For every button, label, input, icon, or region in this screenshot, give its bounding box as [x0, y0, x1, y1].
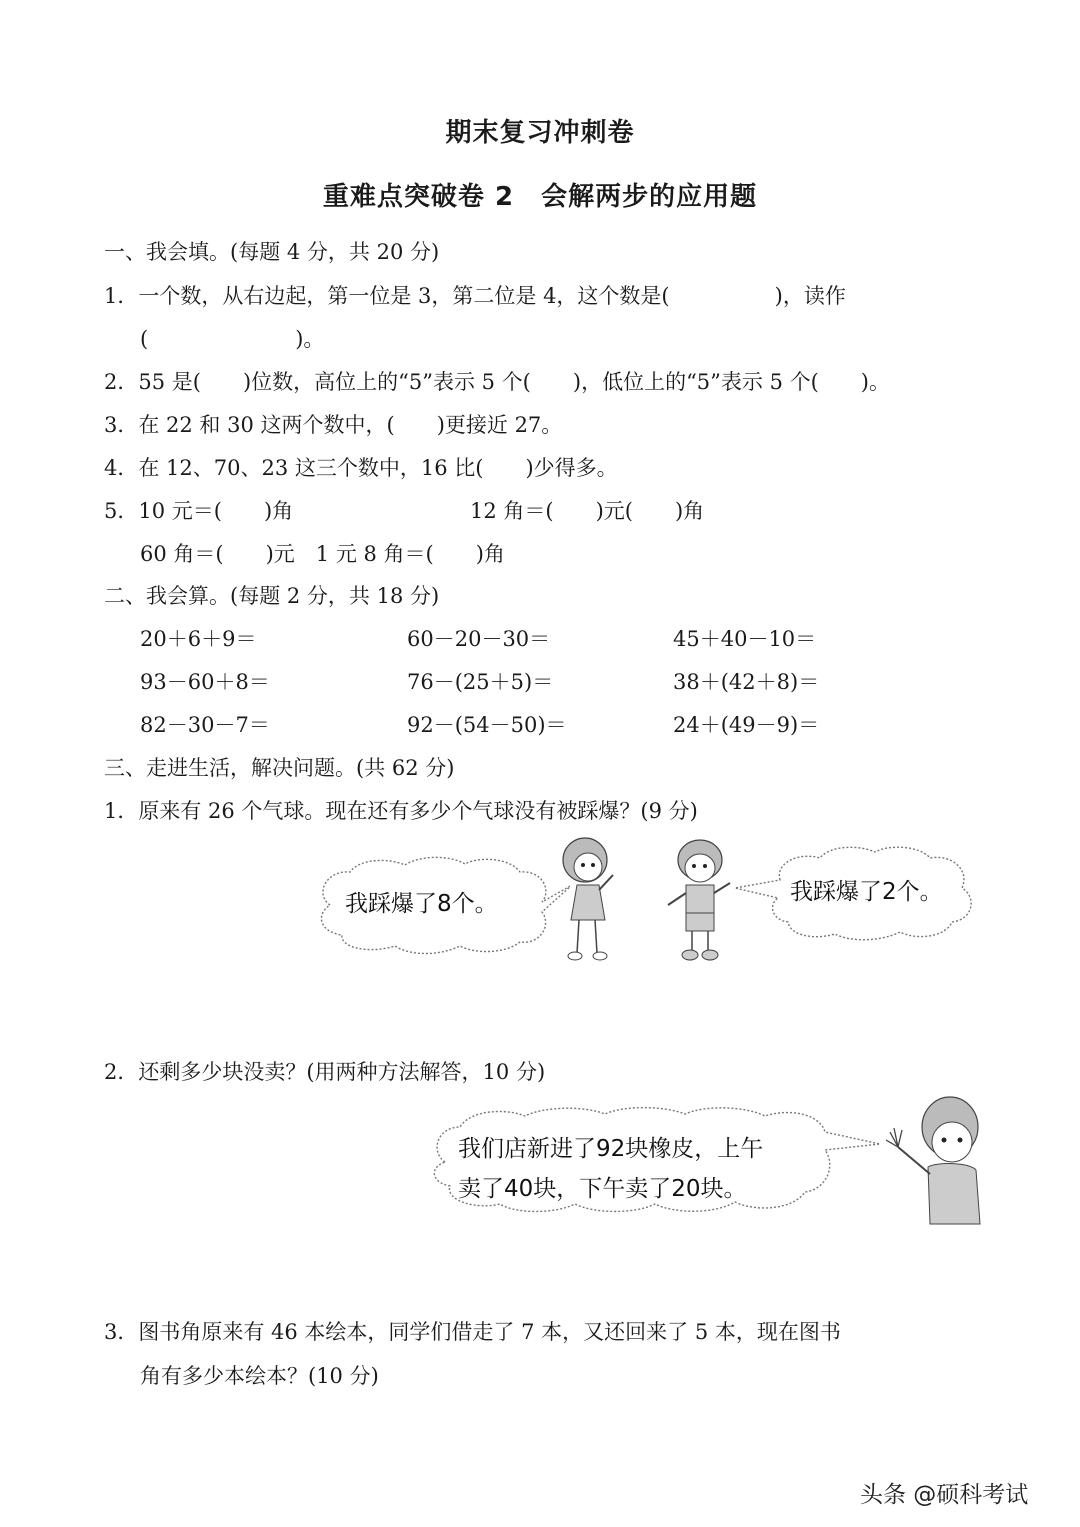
question-1-1: 1．一个数，从右边起，第一位是 3，第二位是 4，这个数是( )，读作 [104, 284, 846, 308]
speech-bubble-shop-line1: 我们店新进了92块橡皮，上午 [458, 1136, 764, 1162]
watermark: 头条 @硕科考试 [860, 1482, 1029, 1508]
question-1-3: 3．在 22 和 30 这两个数中，( )更接近 27。 [104, 413, 563, 437]
boy-pointing-icon [660, 835, 740, 965]
shopkeeper-waving-icon [880, 1092, 990, 1227]
section2-heading: 二、我会算。(每题 2 分，共 18 分) [104, 584, 440, 608]
question-3-3: 3．图书角原来有 46 本绘本，同学们借走了 7 本，又还回来了 5 本，现在图书 [104, 1320, 841, 1344]
page-subtitle: 重难点突破卷 2 会解两步的应用题 [322, 182, 758, 212]
question-1-1-cont: ( )。 [140, 327, 325, 351]
calc-item: 82－30－7＝ [140, 713, 270, 737]
question-1-5a: 5．10 元＝( )角 [104, 499, 294, 523]
calc-item: 45＋40－10＝ [673, 627, 817, 651]
girl-pointing-icon [555, 835, 625, 965]
question-1-4: 4．在 12、70、23 这三个数中，16 比( )少得多。 [104, 456, 618, 480]
question-3-1: 1．原来有 26 个气球。现在还有多少个气球没有被踩爆？(9 分) [104, 799, 698, 823]
calc-item: 92－(54－50)＝ [407, 713, 567, 737]
speech-bubble-shop-line2: 卖了40块，下午卖了20块。 [458, 1176, 747, 1202]
question-1-5b: 12 角＝( )元( )角 [470, 499, 705, 523]
calc-item: 60－20－30＝ [407, 627, 551, 651]
calc-item: 93－60＋8＝ [140, 670, 270, 694]
calc-item: 24＋(49－9)＝ [673, 713, 820, 737]
section1-heading: 一、我会填。(每题 4 分，共 20 分) [104, 240, 440, 264]
page-title: 期末复习冲刺卷 [445, 118, 635, 148]
calc-item: 20＋6＋9＝ [140, 627, 257, 651]
calc-item: 76－(25＋5)＝ [407, 670, 554, 694]
speech-bubble-right-text: 我踩爆了2个。 [790, 879, 943, 905]
question-3-3-cont: 角有多少本绘本？(10 分) [140, 1364, 379, 1388]
speech-bubble-left-text: 我踩爆了8个。 [345, 891, 498, 917]
question-1-5c: 60 角＝( )元 1 元 8 角＝( )角 [140, 542, 505, 566]
question-1-2: 2．55 是( )位数，高位上的“5”表示 5 个( )，低位上的“5”表示 5 个( )。 [104, 370, 891, 394]
question-3-2: 2．还剩多少块没卖？(用两种方法解答，10 分) [104, 1060, 546, 1084]
section3-heading: 三、走进生活，解决问题。(共 62 分) [104, 756, 455, 780]
calc-item: 38＋(42＋8)＝ [673, 670, 820, 694]
